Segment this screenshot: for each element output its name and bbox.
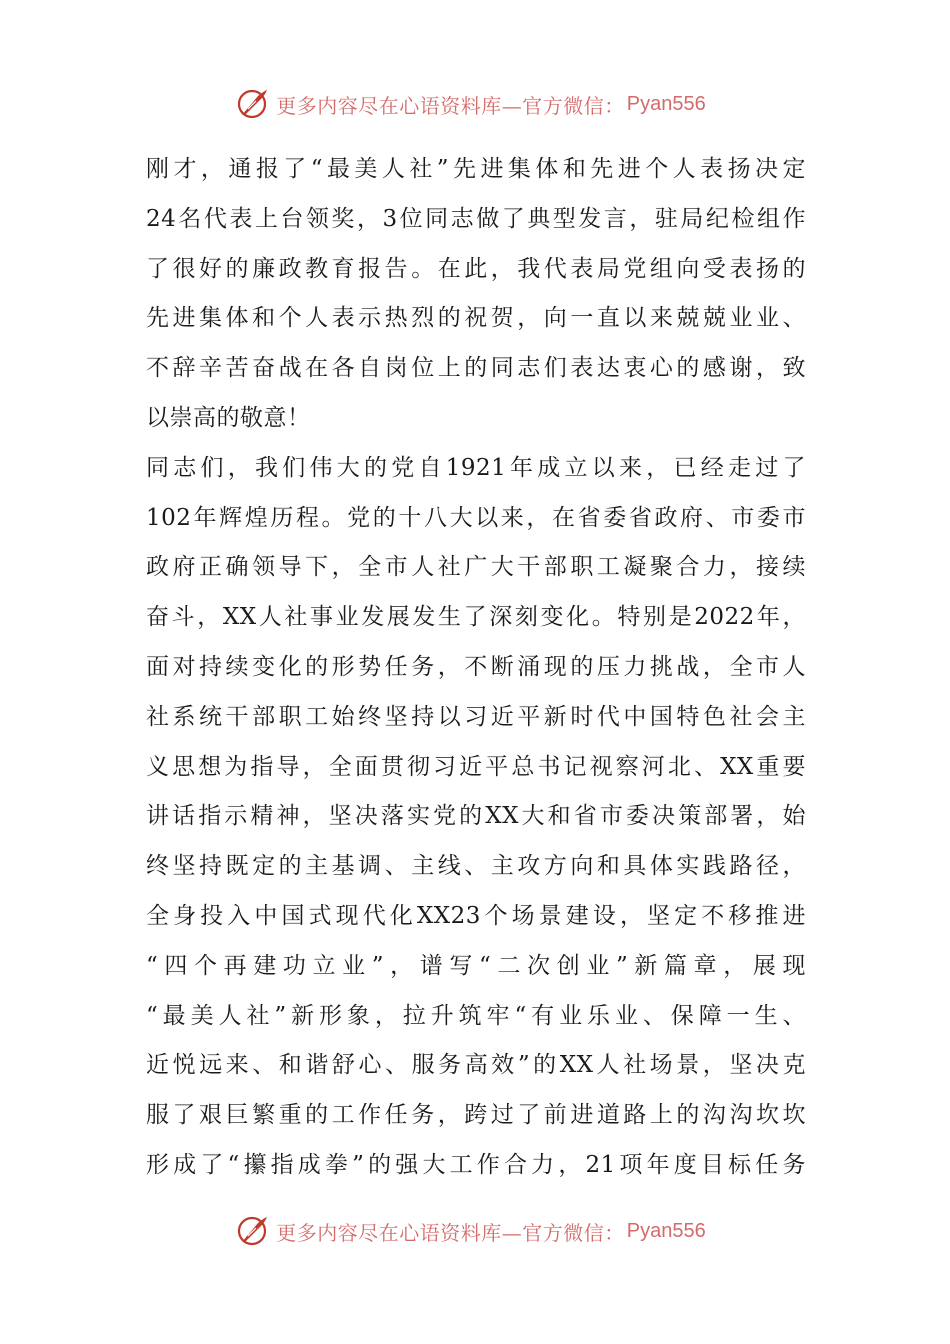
- text-line: 终坚持既定的主基调、主线、主攻方向和具体实践路径，: [146, 853, 806, 880]
- text-line: 以崇高的敬意！: [146, 404, 311, 431]
- watermark-text: 更多内容尽在心语资料库—官方微信：: [276, 93, 625, 118]
- text-line: 先进集体和个人表示热烈的祝贺，向一直以来兢兢业业、: [146, 305, 806, 332]
- text-line: 近悦远来、和谐舒心、服务高效”的XX人社场景，坚决克: [146, 1052, 806, 1079]
- text-line: 同志们，我们伟大的党自1921年成立以来，已经走过了: [146, 454, 806, 481]
- text-line: 社系统干部职工始终坚持以习近平新时代中国特色社会主: [146, 703, 806, 730]
- text-line: 服了艰巨繁重的工作任务，跨过了前进道路上的沟沟坎坎: [146, 1102, 806, 1129]
- watermark-text: 更多内容尽在心语资料库—官方微信：: [276, 1220, 625, 1245]
- text-line: “最美人社”新形象，拉升筑牢“有业乐业、保障一生、: [146, 1002, 806, 1029]
- text-line: 形成了“攥指成拳”的强大工作合力，21项年度目标任务: [146, 1151, 806, 1178]
- watermark-handle: Pyan556: [626, 92, 706, 115]
- header-watermark: [0, 84, 950, 124]
- text-line: “四个再建功立业”，谱写“二次创业”新篇章，展现: [146, 952, 806, 979]
- text-line: 全身投入中国式现代化XX23个场景建设，坚定不移推进: [146, 902, 806, 929]
- text-line: 了很好的廉政教育报告。在此，我代表局党组向受表扬的: [146, 255, 806, 282]
- quill-logo-icon: [236, 1214, 270, 1248]
- text-line: 政府正确领导下，全市人社广大干部职工凝聚合力，接续: [146, 554, 806, 581]
- watermark-handle: Pyan556: [626, 1219, 706, 1242]
- text-line: 刚才，通报了“最美人社”先进集体和先进个人表扬决定: [146, 156, 806, 182]
- text-line: 24名代表上台领奖，3位同志做了典型发言，驻局纪检组作: [146, 205, 806, 232]
- document-body: [146, 145, 806, 1191]
- text-line: 义思想为指导，全面贯彻习近平总书记视察河北、XX重要: [146, 753, 806, 780]
- text-line: 奋斗，XX人社事业发展发生了深刻变化。特别是2022年，: [146, 604, 806, 631]
- text-line: 讲话指示精神，坚决落实党的XX大和省市委决策部署，始: [146, 803, 806, 830]
- text-line: 面对持续变化的形势任务，不断涌现的压力挑战，全市人: [146, 653, 806, 680]
- text-line: 102年辉煌历程。党的十八大以来，在省委省政府、市委市: [146, 504, 806, 531]
- footer-watermark: [0, 1211, 950, 1251]
- quill-logo-icon: [236, 87, 270, 121]
- text-line: 不辞辛苦奋战在各自岗位上的同志们表达衷心的感谢，致: [146, 355, 806, 382]
